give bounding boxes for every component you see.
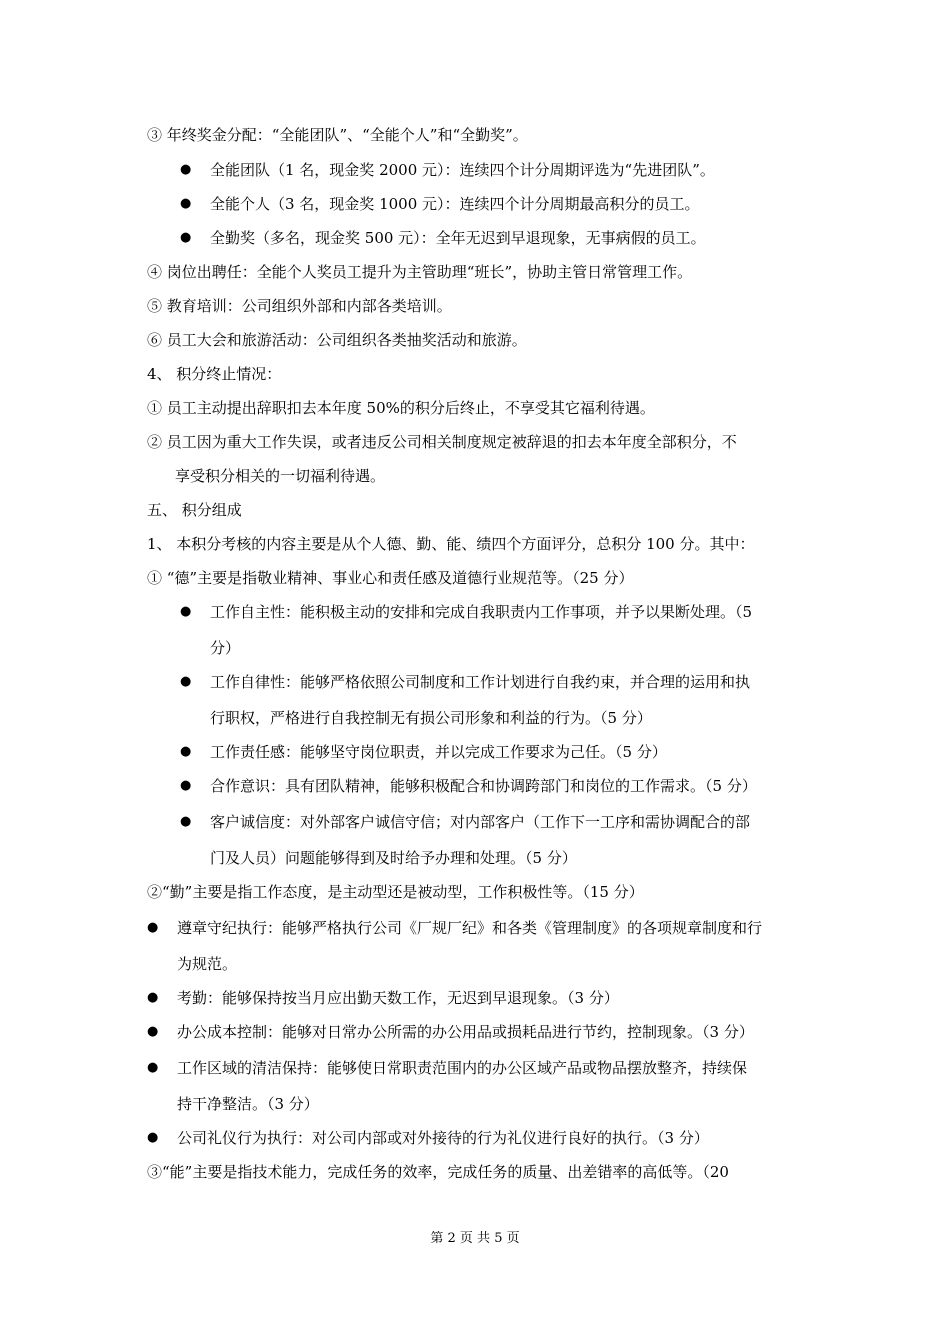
text-line: 工作自律性：能够严格依照公司制度和工作计划进行自我约束，并合理的运用和执 [210, 673, 751, 691]
text-line: 持干净整洁。（3 分） [177, 1095, 319, 1113]
section-heading: 4、 积分终止情况： [147, 365, 282, 383]
text-line: ④ 岗位出聘任：全能个人奖员工提升为主管助理“班长”，协助主管日常管理工作。 [147, 263, 693, 281]
text-line: ⑥ 员工大会和旅游活动：公司组织各类抽奖活动和旅游。 [147, 331, 527, 349]
bullet-icon: ● [180, 674, 192, 689]
text-line: 全能团队（1 名，现金奖 2000 元）：连续四个计分周期评选为“先进团队”。 [210, 161, 715, 179]
bullet-icon: ● [147, 1024, 159, 1039]
bullet-icon: ● [180, 814, 192, 829]
bullet-icon: ● [180, 604, 192, 619]
text-line: ② 员工因为重大工作失误，或者违反公司相关制度规定被辞退的扣去本年度全部积分，不 [147, 433, 737, 451]
text-line: 客户诚信度：对外部客户诚信守信；对内部客户（工作下一工序和需协调配合的部 [210, 813, 751, 831]
text-line: 工作自主性：能积极主动的安排和完成自我职责内工作事项，并予以果断处理。（5 [210, 603, 753, 621]
bullet-icon: ● [180, 162, 192, 177]
text-line: ③“能”主要是指技术能力，完成任务的效率，完成任务的质量、出差错率的高低等。（20 [147, 1163, 729, 1181]
text-line: 为规范。 [177, 955, 238, 973]
text-line: 工作责任感：能够坚守岗位职责，并以完成工作要求为己任。（5 分） [210, 743, 667, 761]
text-line: ②“勤”主要是指工作态度，是主动型还是被动型，工作积极性等。（15 分） [147, 883, 644, 901]
text-line: 全勤奖（多名，现金奖 500 元）：全年无迟到早退现象，无事病假的员工。 [210, 229, 706, 247]
text-line: ③ 年终奖金分配：“全能团队”、“全能个人”和“全勤奖”。 [147, 126, 528, 144]
text-line: 遵章守纪执行：能够严格执行公司《厂规厂纪》和各类《管理制度》的各项规章制度和行 [177, 919, 763, 937]
text-line: 办公成本控制：能够对日常办公所需的办公用品或损耗品进行节约，控制现象。（3 分） [177, 1023, 754, 1041]
bullet-icon: ● [147, 1060, 159, 1075]
text-line: ① “德”主要是指敬业精神、事业心和责任感及道德行业规范等。（25 分） [147, 569, 634, 587]
text-line: ① 员工主动提出辞职扣去本年度 50%的积分后终止，不享受其它福利待遇。 [147, 399, 655, 417]
text-line: 考勤：能够保持按当月应出勤天数工作，无迟到早退现象。（3 分） [177, 989, 619, 1007]
bullet-icon: ● [180, 778, 192, 793]
text-line: 工作区域的清洁保持：能够使日常职责范围内的办公区域产品或物品摆放整齐，持续保 [177, 1059, 748, 1077]
bullet-icon: ● [180, 230, 192, 245]
section-heading: 五、 积分组成 [147, 501, 242, 519]
page-footer: 第 2 页 共 5 页 [430, 1231, 520, 1246]
bullet-icon: ● [147, 920, 159, 935]
text-line: 分） [210, 639, 241, 657]
bullet-icon: ● [180, 744, 192, 759]
bullet-icon: ● [147, 1130, 159, 1145]
bullet-icon: ● [147, 990, 159, 1005]
text-line: 1、 本积分考核的内容主要是从个人德、勤、能、绩四个方面评分，总积分 100 分。其中： [147, 535, 755, 553]
text-line: 行职权，严格进行自我控制无有损公司形象和利益的行为。（5 分） [210, 709, 652, 727]
text-line: 享受积分相关的一切福利待遇。 [175, 467, 386, 485]
text-line: 全能个人（3 名，现金奖 1000 元）：连续四个计分周期最高积分的员工。 [210, 195, 700, 213]
text-line: 合作意识：具有团队精神，能够积极配合和协调跨部门和岗位的工作需求。（5 分） [210, 777, 757, 795]
text-line: 公司礼仪行为执行：对公司内部或对外接待的行为礼仪进行良好的执行。（3 分） [177, 1129, 709, 1147]
text-line: ⑤ 教育培训：公司组织外部和内部各类培训。 [147, 297, 452, 315]
bullet-icon: ● [180, 196, 192, 211]
text-line: 门及人员）问题能够得到及时给予办理和处理。（5 分） [210, 849, 577, 867]
